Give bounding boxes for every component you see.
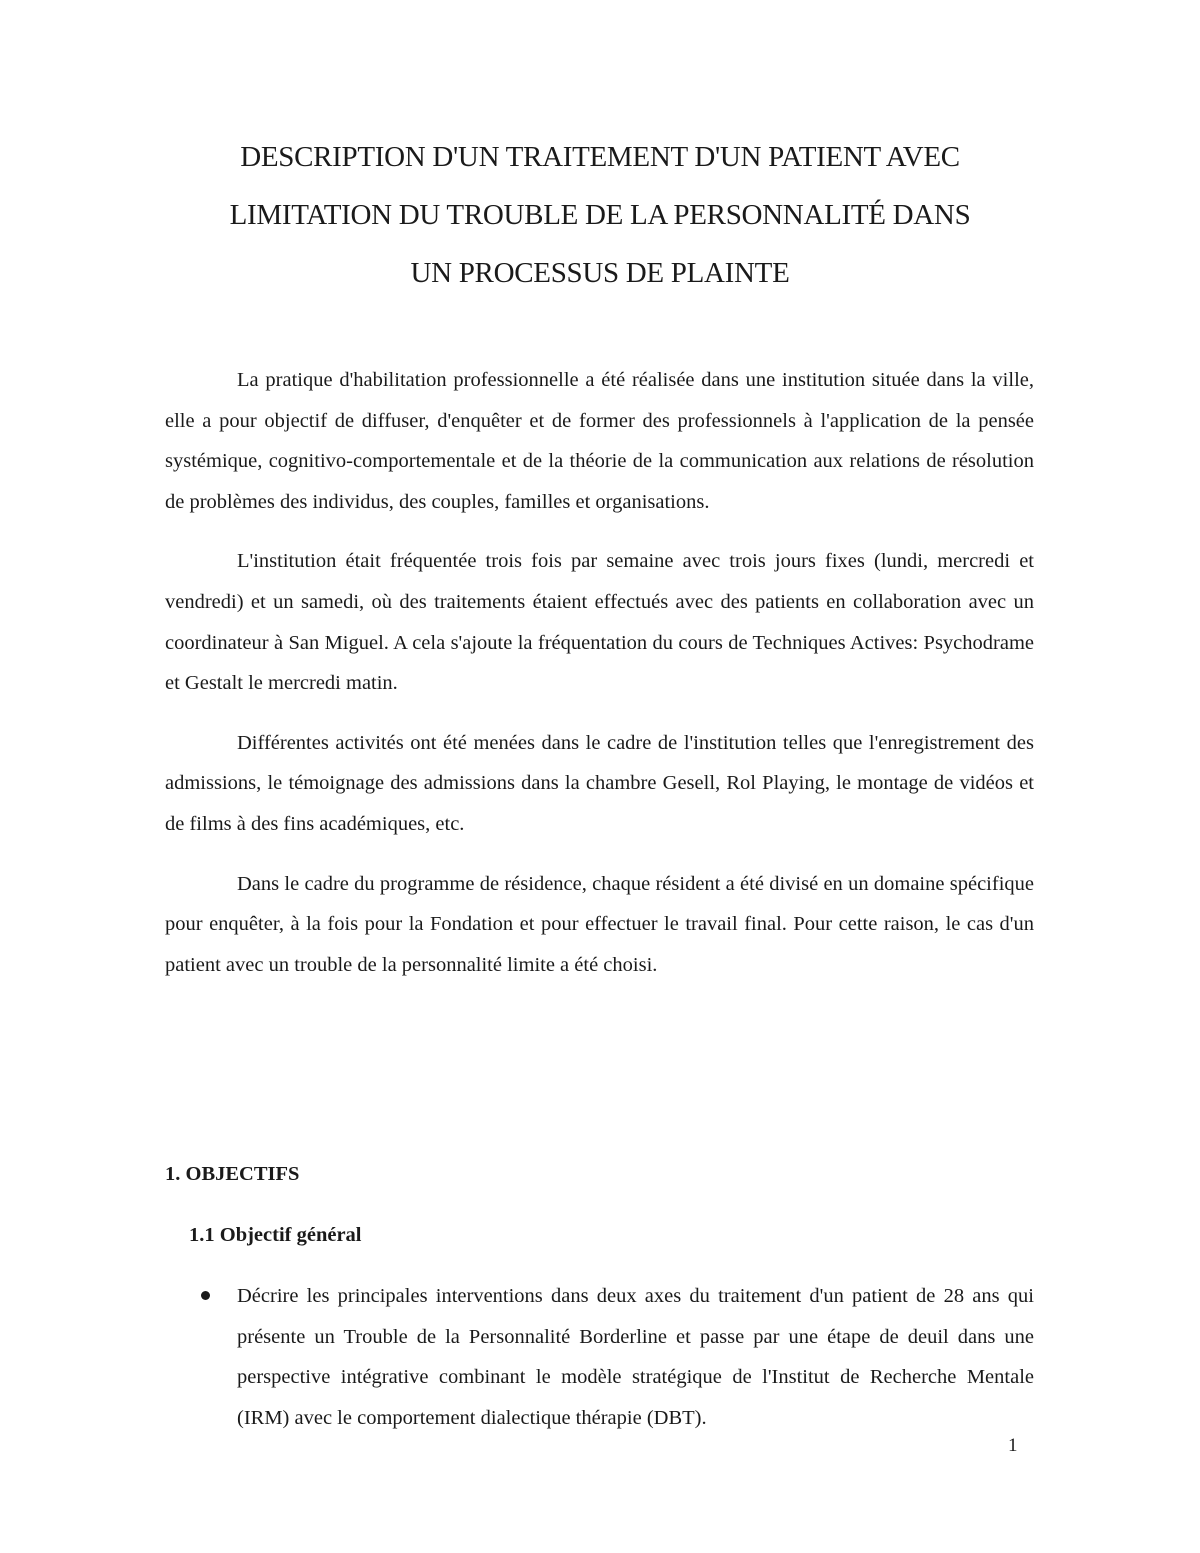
title-line: DESCRIPTION D'UN TRAITEMENT D'UN PATIENT AVEC <box>240 141 960 173</box>
page-number: 1 <box>1008 1435 1018 1456</box>
document-title <box>160 128 1040 302</box>
section-heading: 1. OBJECTIFS <box>165 1163 300 1185</box>
bullet-icon <box>201 1291 210 1300</box>
paragraph: Différentes activités ont été menées dans le cadre de l'institution telles que l'enregistrement des admissions, le témoignage des admissions dans la chambre Gesell, Rol Playing, le montage de vidéos et de films à des fins académiques, etc. <box>165 731 1034 835</box>
paragraph: Dans le cadre du programme de résidence, chaque résident a été divisé en un domaine spécifique pour enquêter, à la fois pour la Fondation et pour effectuer le travail final. Pour cette raison, le cas d'un patient avec un trouble de la personnalité limite a été choisi. <box>165 872 1034 976</box>
bullet-list <box>165 1276 1034 1438</box>
subheading: 1.1 Objectif général <box>189 1224 362 1246</box>
paragraph: La pratique d'habilitation professionnelle a été réalisée dans une institution située dans la ville, elle a pour objectif de diffuser, d'enquêter et de former des professionnels à l'application de la pensée systémique, cognitivo-comportementale et de la théorie de la communication aux relations de résolution de problèmes des individus, des couples, familles et organisations. <box>165 369 1034 513</box>
list-item-text: Décrire les principales interventions dans deux axes du traitement d'un patient de 28 ans qui présente un Trouble de la Personnalité Borderline et passe par une étape de deuil dans une perspective intégrative combinant le modèle stratégique de l'Institut de Recherche Mentale (IRM) avec le comportement dialectique thérapie (DBT). <box>237 1285 1034 1429</box>
paragraph: L'institution était fréquentée trois fois par semaine avec trois jours fixes (lundi, mercredi et vendredi) et un samedi, où des traitements étaient effectués avec des patients en collaboration avec un coordinateur à San Miguel. A cela s'ajoute la fréquentation du cours de Techniques Actives: Psychodrame et Gestalt le mercredi matin. <box>165 550 1034 695</box>
title-line: UN PROCESSUS DE PLAINTE <box>410 257 790 289</box>
title-line: LIMITATION DU TROUBLE DE LA PERSONNALITÉ DANS <box>229 199 971 231</box>
body-text <box>165 360 1034 1004</box>
list-item <box>165 1276 1034 1438</box>
